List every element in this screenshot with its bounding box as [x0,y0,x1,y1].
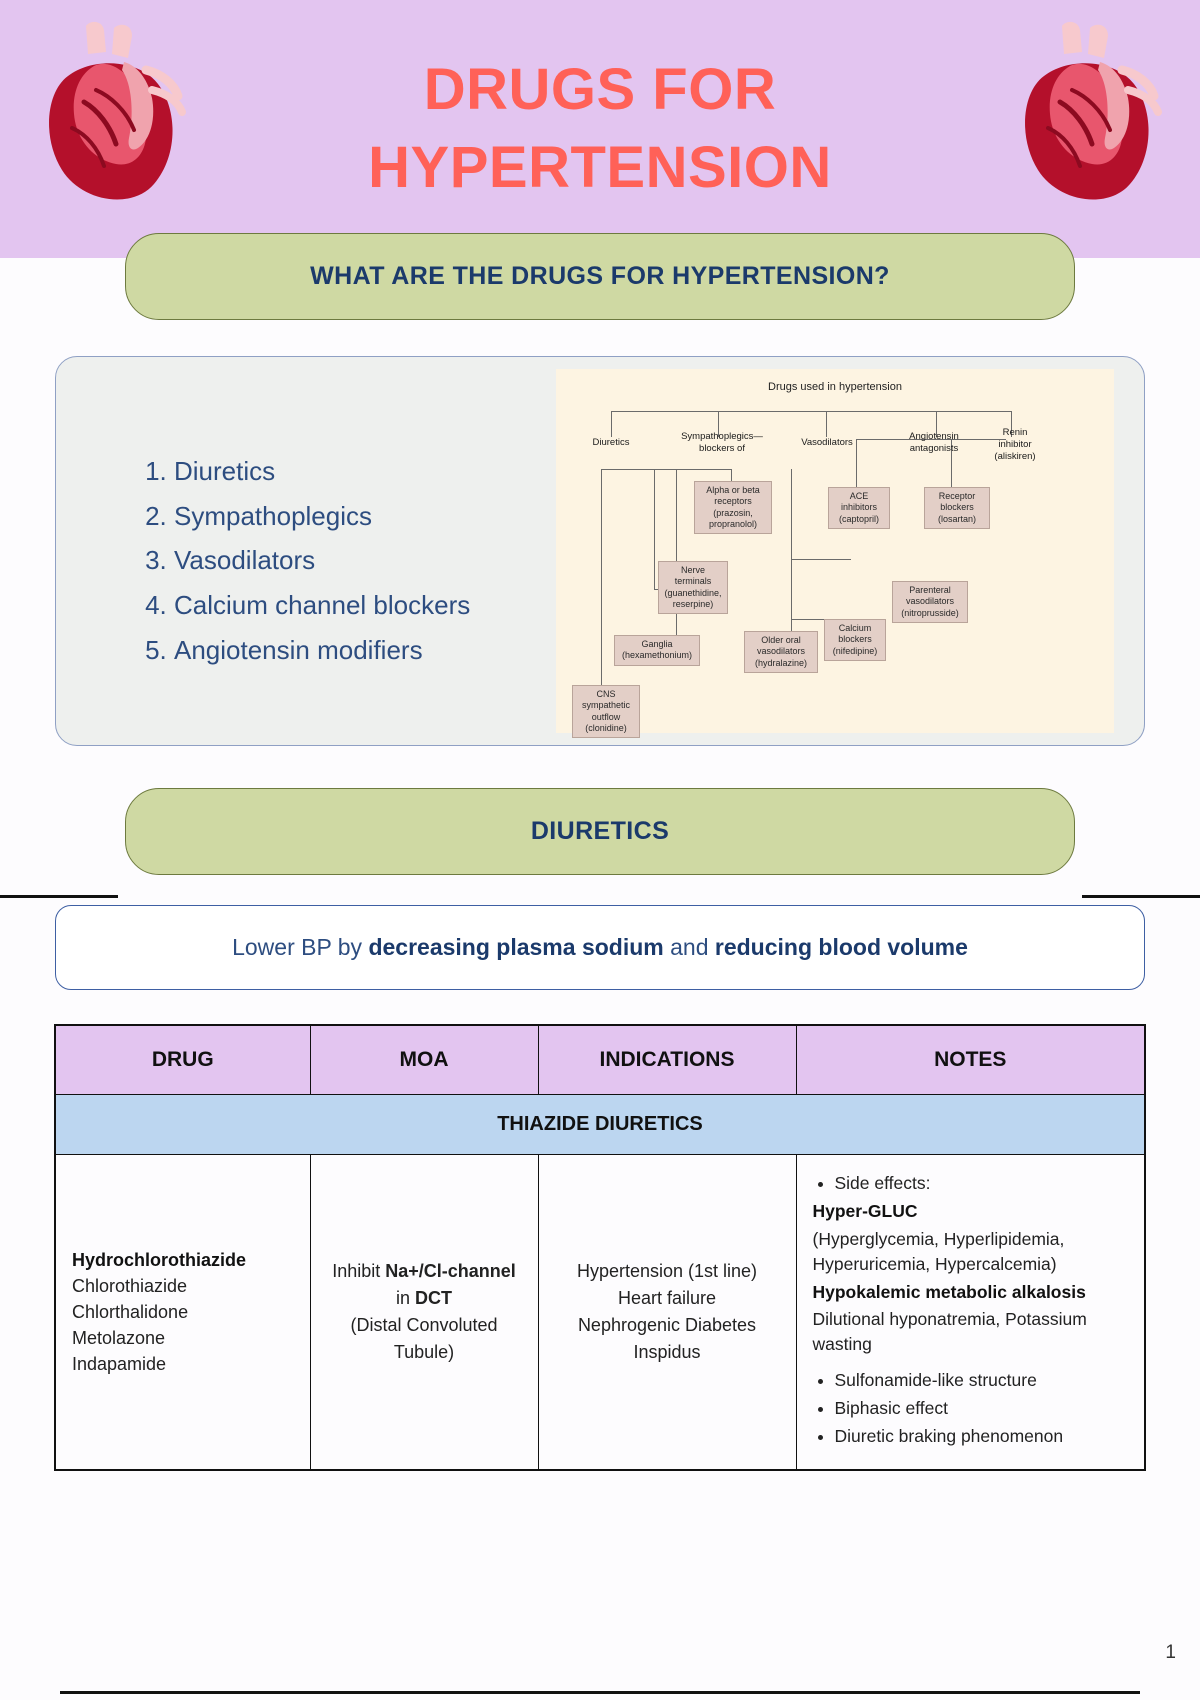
note-bullet: • Diuretic braking phenomenon [835,1424,1129,1449]
diagram-box-alpha-beta-receptors: Alpha or beta receptors (prazosin, propranolol) [694,481,772,534]
list-item: 1. Diuretics [174,449,556,494]
note-bold-1: Hyper-GLUC [812,1201,918,1222]
question-banner: WHAT ARE THE DRUGS FOR HYPERTENSION? [125,233,1075,320]
title-line-1: DRUGS FOR [423,56,777,122]
diagram-box-calcium-blockers: Calcium blockers (nifedipine) [824,619,886,661]
note-text-2: Dilutional hyponatremia, Potassium wasting [812,1308,1087,1355]
cell-moa [310,1155,538,1470]
column-header-notes: NOTES [796,1025,1145,1095]
drug-alt: Indapamide [72,1354,167,1375]
page-header [0,0,1200,258]
diagram-label-sympathoplegics: Sympathoplegics— blockers of [681,431,763,454]
diagram-box-older-oral-vasodilators: Older oral vasodilators (hydralazine) [744,631,818,673]
note-bullet: • Biphasic effect [835,1396,1129,1421]
cell-indications [538,1155,796,1470]
table-section-row [55,1095,1145,1155]
column-header-drug: DRUG [55,1025,310,1095]
diagram-box-ganglia: Ganglia (hexamethonium) [614,635,700,666]
drug-primary: Hydrochlorothiazide [72,1249,247,1270]
list-item: 4. Calcium channel blockers [174,583,556,628]
moa-bold-2: channel [447,1260,516,1281]
cell-notes [796,1155,1145,1470]
note-text-1: (Hyperglycemia, Hyperlipidemia, Hyperuricemia, Hypercalcemia) [812,1228,1065,1275]
column-header-moa: MOA [310,1025,538,1095]
divider-left [0,895,118,898]
diagram-label-angiotensin-antagonists: Angiotensin antagonists [909,431,959,454]
summary-middle: and [663,934,715,960]
diagram-title: Drugs used in hypertension [768,381,902,393]
list-item: 2. Sympathoplegics [174,494,556,539]
diagram-label-vasodilators: Vasodilators [801,437,853,448]
drug-alt: Metolazone [72,1327,166,1348]
heart-icon [28,18,196,214]
table-row [55,1155,1145,1470]
list-item: 3. Vasodilators [174,538,556,583]
diagram-box-parenteral-vasodilators: Parenteral vasodilators (nitroprusside) [892,581,968,623]
list-item: 5. Angiotensin modifiers [174,628,556,673]
intro-card [55,356,1145,746]
diuretics-table [54,1024,1146,1471]
diagram-label-diuretics: Diuretics [592,437,630,448]
page-title [368,51,832,208]
note-bullet: • Sulfonamide-like structure [835,1368,1129,1393]
diagram-box-receptor-blockers: Receptor blockers (losartan) [924,487,990,529]
moa-text-2: in [395,1287,415,1308]
drug-alt: Chlorothiazide [72,1275,188,1296]
table-header-row [55,1025,1145,1095]
indication-item: Nephrogenic Diabetes Inspidus [577,1314,757,1362]
diagram-box-nerve-terminals: Nerve terminals (guanethidine, reserpine) [658,561,728,614]
indication-item: Heart failure [617,1287,717,1308]
drug-class-list [56,357,556,745]
footer-divider [60,1691,1140,1694]
summary-bold-1: decreasing plasma sodium [368,934,664,960]
diagram-box-ace-inhibitors: ACE inhibitors (captopril) [828,487,890,529]
page-number: 1 [1165,1642,1176,1663]
moa-text-1: Inhibit [332,1260,386,1281]
heart-icon [1004,18,1172,214]
indication-item: Hypertension (1st line) [576,1260,758,1281]
moa-bold-3: DCT [415,1287,452,1308]
cell-drug [55,1155,310,1470]
column-header-indications: INDICATIONS [538,1025,796,1095]
summary-prefix: Lower BP by [232,934,369,960]
drug-alt: Chlorthalidone [72,1301,189,1322]
hypertension-drug-flowchart [556,369,1114,733]
section-label-thiazide-diuretics: THIAZIDE DIURETICS [55,1095,1145,1155]
diagram-label-renin-inhibitor: Renin inhibitor (aliskiren) [994,427,1036,462]
diagram-box-cns-sympathetic-outflow: CNS sympathetic outflow (clonidine) [572,685,640,738]
moa-bold-1: Na+/Cl- [385,1260,448,1281]
summary-bold-2: reducing blood volume [714,934,968,960]
note-lead: • Side effects: [835,1171,1129,1196]
moa-text-3: (Distal Convoluted Tubule) [350,1314,498,1362]
note-bold-2: Hypokalemic metabolic alkalosis [812,1281,1086,1302]
section-banner-diuretics: DIURETICS [125,788,1075,875]
divider-right [1082,895,1200,898]
title-line-2: HYPERTENSION [368,135,832,200]
diuretics-summary [55,905,1145,990]
